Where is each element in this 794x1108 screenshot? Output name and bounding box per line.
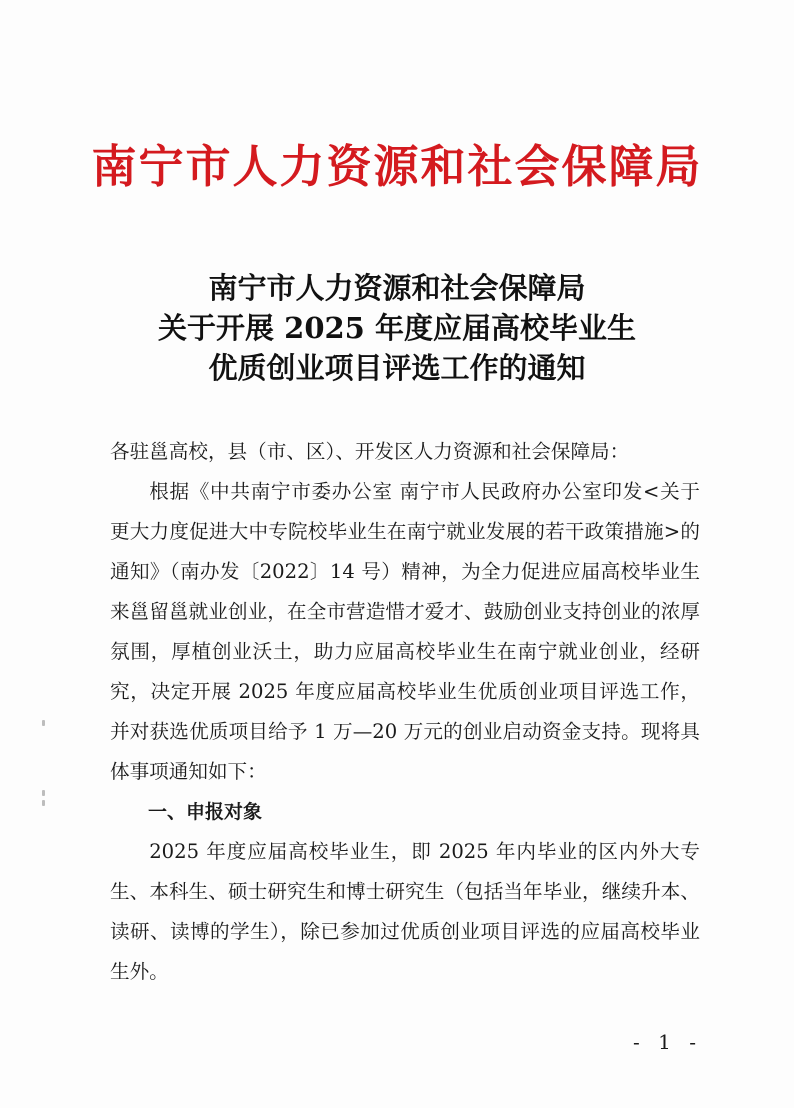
scan-artifact-mark [42, 720, 45, 726]
scan-artifact-mark [42, 800, 45, 806]
title-line-1: 南宁市人力资源和社会保障局 [208, 271, 586, 305]
document-body [110, 432, 700, 992]
title-line-3: 优质创业项目评选工作的通知 [208, 351, 586, 385]
section-1-paragraph: 2025 年度应届高校毕业生，即 2025 年内毕业的区内外大专生、本科生、硕士研究生和博士研究生（包括当年毕业，继续升本、读研、读博的学生），除已参加过优质创业项目评选的应届高校毕业生外。 [110, 840, 700, 983]
intro-paragraph: 根据《中共南宁市委办公室 南宁市人民政府办公室印发<关于更大力度促进大中专院校毕业生在南宁就业发展的若干政策措施>的通知》（南办发〔2022〕14 号）精神，为全力促进应届高校毕业生来邕留邕就业创业，在全市营造惜才爱才、鼓励创业支持创业的浓厚氛围，厚植创业沃土，助力应届高校毕业生在南宁就业创业，经研究，决定开展 2025 年度应届高校毕业生优质创业项目评选工作，并对获选优质项目给予 1 万—20 万元的创业启动资金支持。现将具体事项通知如下： [110, 480, 700, 783]
scan-artifact-mark [42, 790, 45, 796]
page-number: - 1 - [633, 1030, 702, 1054]
agency-letterhead: 南宁市人力资源和社会保障局 [91, 140, 703, 193]
title-line-2: 关于开展 2025 年度应届高校毕业生 [158, 311, 636, 345]
section-1-heading: 一、申报对象 [148, 801, 263, 823]
document-title [0, 268, 794, 388]
salutation: 各驻邕高校，县（市、区）、开发区人力资源和社会保障局： [110, 440, 630, 463]
